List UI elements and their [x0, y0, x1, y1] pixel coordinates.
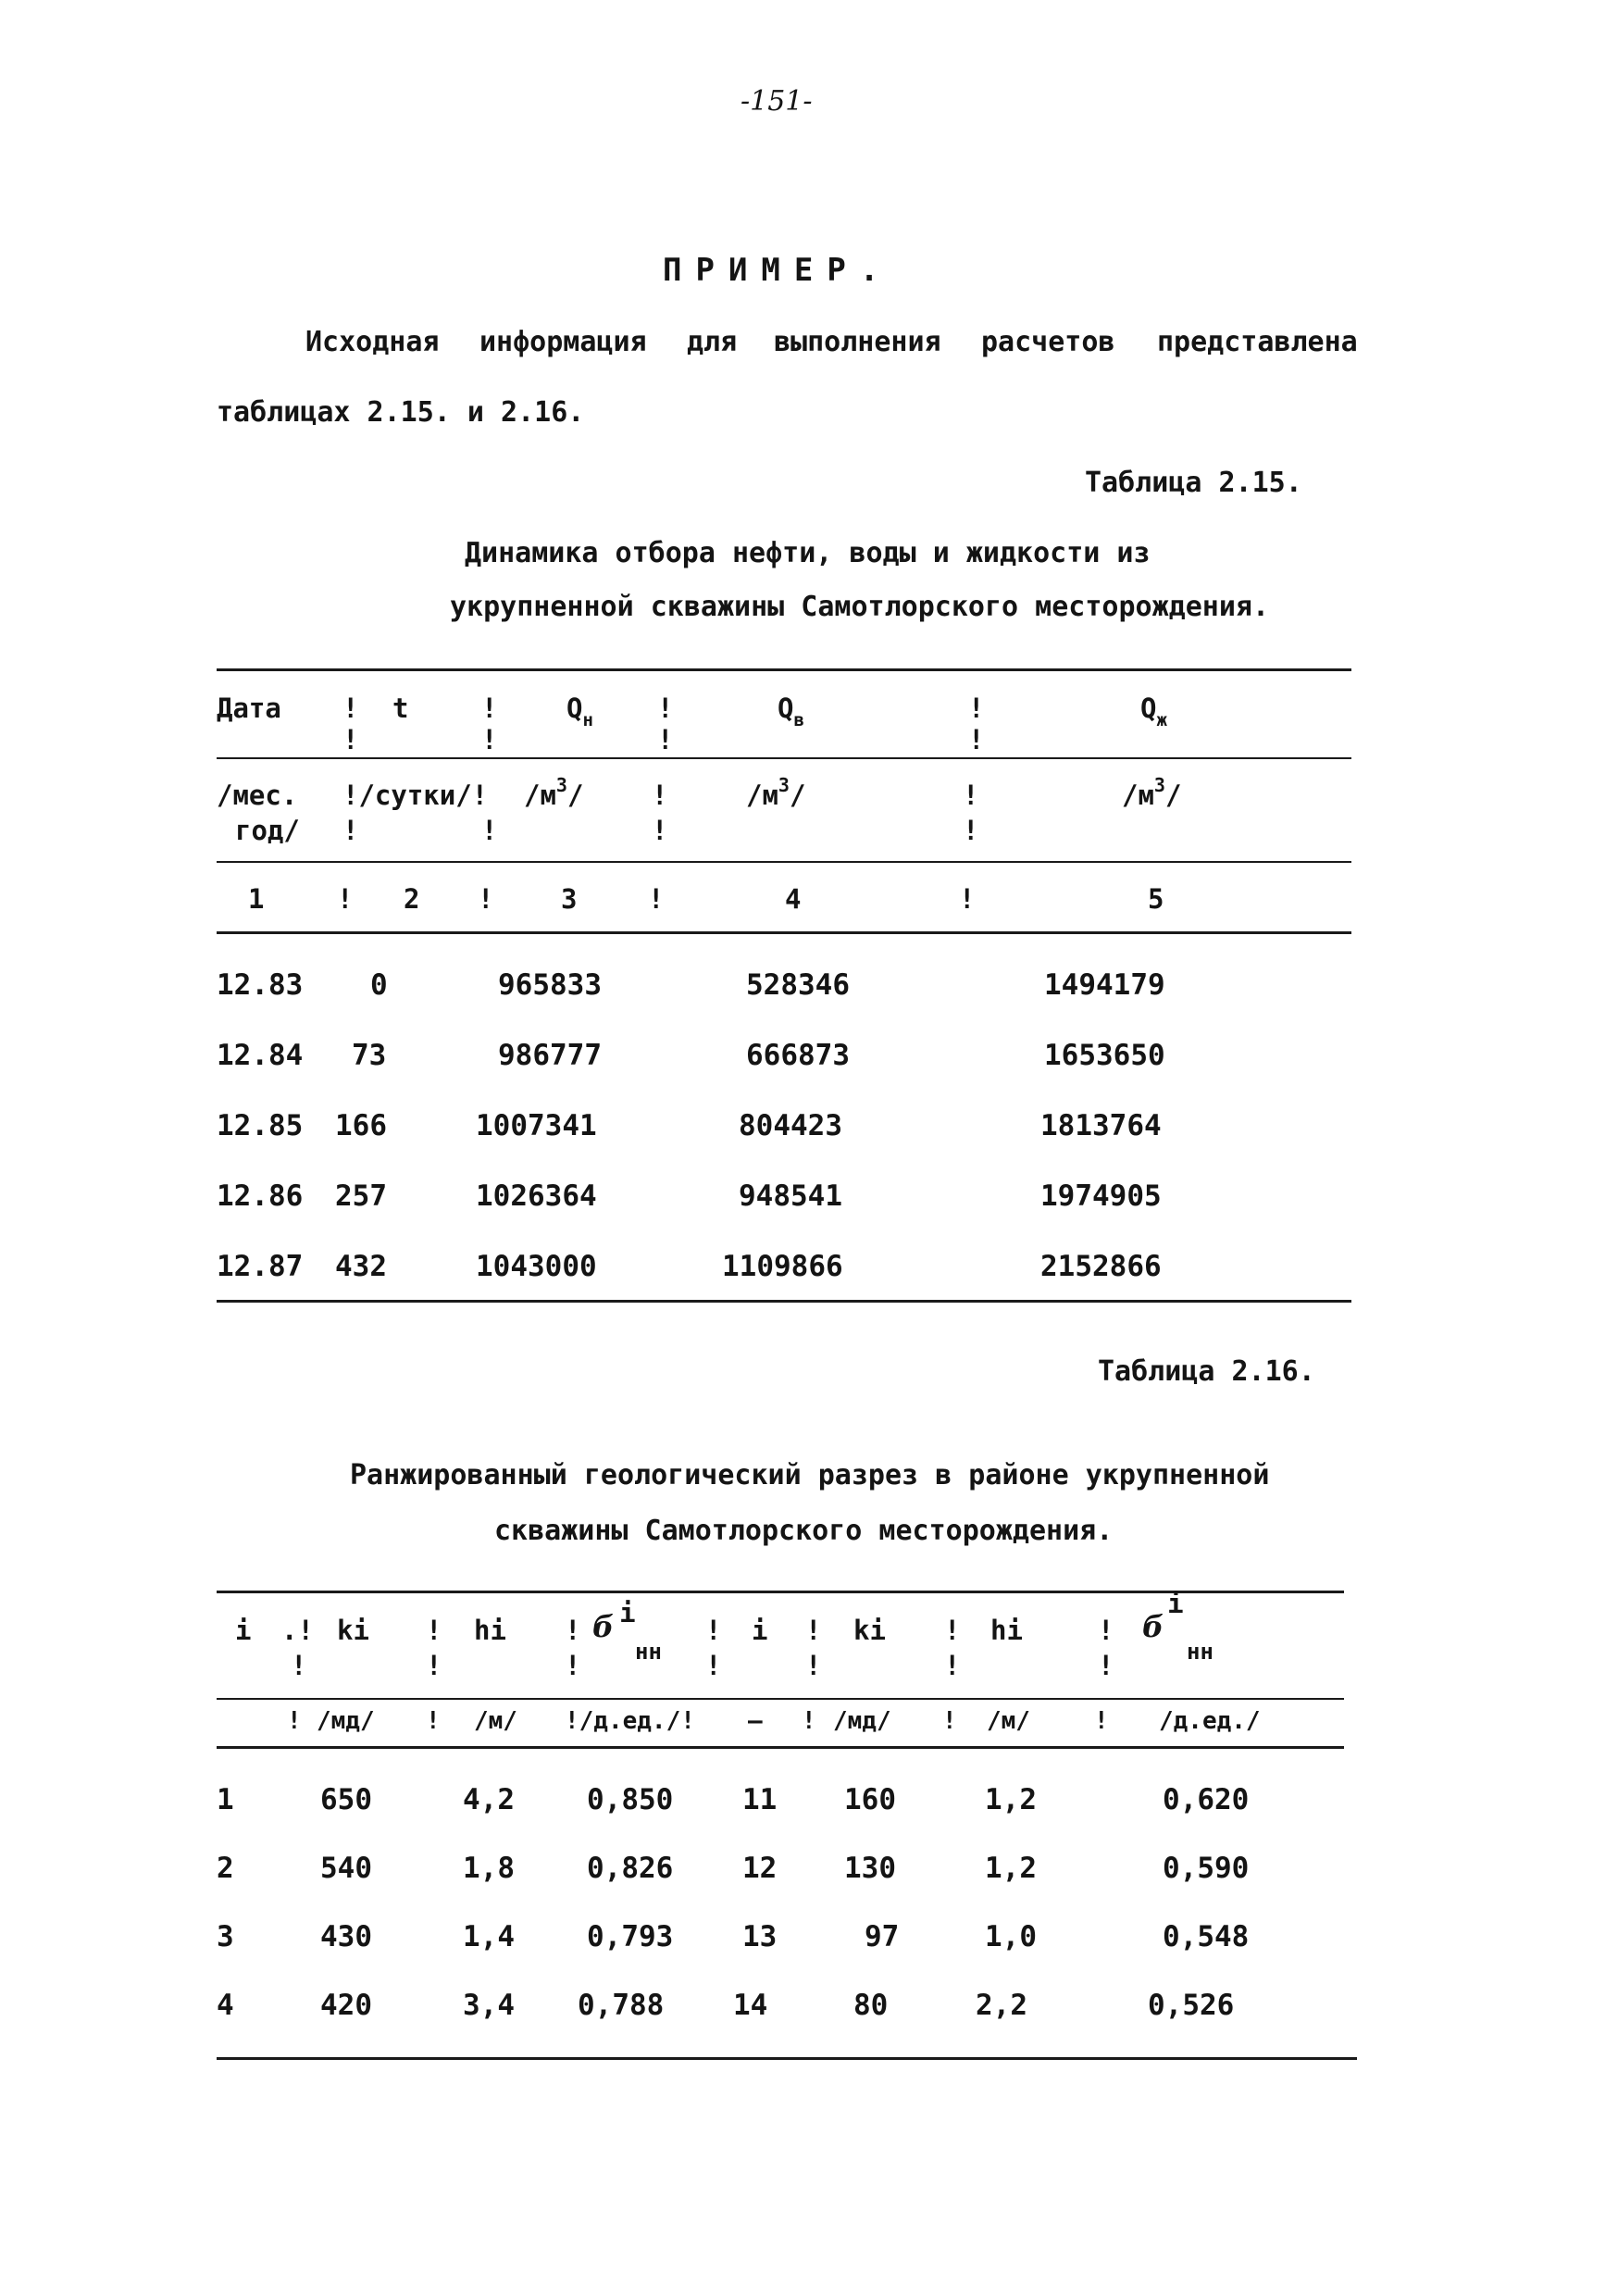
t15-row-3-t: 166 — [335, 1109, 387, 1142]
t16-header-hi-right: hi — [990, 1615, 1023, 1646]
t16-header-sigma-right-sup: i — [1167, 1588, 1184, 1619]
t15-unit-qv-m: /м — [746, 780, 778, 811]
t15-header-qzh — [1140, 693, 1167, 730]
t16-row-2-i2: 12 — [742, 1852, 778, 1885]
table-2-16-caption-line-2: скважины Самотлорского месторождения. — [494, 1515, 1114, 1547]
t15-row-1-qzh: 1494179 — [1044, 968, 1165, 1002]
table-2-16-label: Таблица 2.16. — [1098, 1355, 1315, 1388]
t16-header-sigma-left-symbol: б — [592, 1609, 615, 1644]
t15-sep-4b: ! — [968, 724, 985, 755]
t16-row-1-hi: 4,2 — [463, 1783, 515, 1816]
t15-row-2-qn: 986777 — [498, 1039, 602, 1072]
t15-header-qv-sub: в — [793, 710, 804, 730]
t15-row-2-qzh: 1653650 — [1044, 1039, 1165, 1072]
intro-word-4: выполнения — [774, 326, 941, 358]
intro-line-2: таблицах 2.15. и 2.16. — [217, 396, 585, 429]
t16-sep-7b: ! — [1098, 1650, 1114, 1681]
t16-unit-sep-1: ! — [287, 1707, 302, 1735]
intro-word-3: для — [687, 326, 738, 358]
table-2-15-units-rule — [217, 861, 1351, 863]
t15-row-1-date: 12.83 — [217, 968, 304, 1002]
t15-row-4-qv: 948541 — [739, 1179, 842, 1213]
t16-unit-sigma-right: /д.ед./ — [1159, 1707, 1261, 1735]
t16-unit-sep-6: ! — [942, 1707, 957, 1735]
t15-row-3-qn: 1007341 — [476, 1109, 597, 1142]
t16-header-sigma-right-symbol: б — [1142, 1609, 1164, 1644]
t15-row-2-date: 12.84 — [217, 1039, 304, 1072]
t16-row-4-sigma: 0,788 — [578, 1989, 665, 2022]
t15-row-2-t: 73 — [352, 1039, 387, 1072]
t15-unit-qv — [746, 774, 806, 811]
t15-sep-1: ! — [342, 693, 359, 724]
t15-sep-2: ! — [481, 693, 498, 724]
table-2-16-units-rule — [217, 1746, 1344, 1749]
t16-row-3-i2: 13 — [742, 1920, 778, 1953]
t16-sep-3: ! — [565, 1615, 581, 1646]
intro-word-5: расчетов — [981, 326, 1115, 358]
t15-unit-sep-4b: ! — [963, 815, 979, 846]
t15-row-5-date: 12.87 — [217, 1250, 304, 1283]
intro-word-2: информация — [479, 326, 647, 358]
t16-header-sigma-left-sub: нн — [635, 1639, 662, 1665]
t16-sep-2b: ! — [426, 1650, 442, 1681]
t16-row-2-hi2: 1,2 — [985, 1852, 1037, 1885]
t15-sep-3b: ! — [657, 724, 674, 755]
t16-unit-hi-right: /м/ — [987, 1707, 1030, 1735]
t15-unit-sep-3: ! — [652, 780, 668, 811]
t16-row-3-hi: 1,4 — [463, 1920, 515, 1953]
t16-row-3-ki2: 97 — [865, 1920, 900, 1953]
t15-colnum-3: 3 — [561, 883, 578, 915]
t16-row-1-i2: 11 — [742, 1783, 778, 1816]
t16-header-ki-right: ki — [853, 1615, 886, 1646]
table-2-16-header-rule — [217, 1698, 1344, 1700]
t15-unit-t: !/сутки/! — [342, 780, 489, 811]
t15-sep-4: ! — [968, 693, 985, 724]
t16-header-i-right: i — [752, 1615, 768, 1646]
t15-row-4-t: 257 — [335, 1179, 387, 1213]
t16-unit-sigma-left: !/д.ед./! — [565, 1707, 695, 1735]
t16-row-4-sigma2: 0,526 — [1148, 1989, 1235, 2022]
t16-row-2-hi: 1,8 — [463, 1852, 515, 1885]
t16-row-4-i2: 14 — [733, 1989, 768, 2022]
t15-header-qv-symbol: Q — [778, 693, 794, 724]
t15-colnum-5: 5 — [1148, 883, 1164, 915]
t16-header-hi-left: hi — [474, 1615, 506, 1646]
table-2-15-caption-line-1: Динамика отбора нефти, воды и жидкости из — [465, 537, 1151, 569]
t16-unit-ki-left: /мд/ — [317, 1707, 375, 1735]
t16-row-2-ki2: 130 — [844, 1852, 896, 1885]
table-2-15-label: Таблица 2.15. — [1085, 467, 1302, 499]
t16-sep-5: ! — [805, 1615, 822, 1646]
t15-header-qv — [778, 693, 804, 730]
t15-row-1-qn: 965833 — [498, 968, 602, 1002]
intro-word-6: представлена — [1157, 326, 1358, 358]
t15-header-qn-symbol: Q — [566, 693, 583, 724]
t15-header-qn-sub: н — [582, 710, 593, 730]
t16-header-sigma-right-sub: нн — [1187, 1639, 1214, 1665]
t15-row-2-qv: 666873 — [746, 1039, 850, 1072]
t15-unit-qv-sup: 3 — [778, 774, 790, 796]
t16-sep-1b: ! — [291, 1650, 307, 1681]
page-number: -151- — [741, 85, 813, 118]
t16-sep-4: ! — [705, 1615, 722, 1646]
t16-row-3-ki: 430 — [320, 1920, 372, 1953]
t15-row-4-date: 12.86 — [217, 1179, 304, 1213]
t15-row-5-qn: 1043000 — [476, 1250, 597, 1283]
t15-unit-sep-4: ! — [963, 780, 979, 811]
t16-sep-3b: ! — [565, 1650, 581, 1681]
t16-sep-4b: ! — [705, 1650, 722, 1681]
t16-row-3-i: 3 — [217, 1920, 234, 1953]
t16-sep-6: ! — [944, 1615, 961, 1646]
intro-word-1: Исходная — [305, 326, 440, 358]
t16-sep-1: .! — [281, 1615, 314, 1646]
t16-unit-ki-right: /мд/ — [833, 1707, 891, 1735]
t15-row-5-qv: 1109866 — [722, 1250, 843, 1283]
t15-unit-date-1: /мес. — [217, 780, 298, 811]
example-title: ПРИМЕР. — [663, 252, 893, 289]
t16-row-3-hi2: 1,0 — [985, 1920, 1037, 1953]
t16-row-1-i: 1 — [217, 1783, 234, 1816]
t16-row-4-hi: 3,4 — [463, 1989, 515, 2022]
t16-row-1-ki: 650 — [320, 1783, 372, 1816]
t15-header-qzh-sub: ж — [1156, 710, 1167, 730]
t15-header-date: Дата — [217, 693, 281, 724]
table-2-16-caption-line-1: Ранжированный геологический разрез в районе укрупненной — [350, 1459, 1270, 1491]
table-2-15-caption-line-2: укрупненной скважины Самотлорского месторождения. — [450, 591, 1270, 623]
t15-row-4-qzh: 1974905 — [1040, 1179, 1162, 1213]
t15-colnum-sep-1: ! — [337, 883, 354, 915]
t16-unit-sep-5: ! — [802, 1707, 816, 1735]
t15-unit-qv-close: / — [789, 780, 806, 811]
t16-header-sigma-right — [1142, 1588, 1184, 1644]
t15-colnum-sep-3: ! — [648, 883, 665, 915]
t15-sep-2b: ! — [481, 724, 498, 755]
t16-row-1-hi2: 1,2 — [985, 1783, 1037, 1816]
t15-unit-qzh-close: / — [1164, 780, 1182, 811]
t16-header-sigma-left — [592, 1597, 636, 1644]
t15-row-1-qv: 528346 — [746, 968, 850, 1002]
t16-header-sigma-left-sup: i — [619, 1597, 636, 1628]
t15-unit-sep-2b: ! — [481, 815, 498, 846]
t15-row-3-qzh: 1813764 — [1040, 1109, 1162, 1142]
t16-row-2-ki: 540 — [320, 1852, 372, 1885]
t16-row-4-hi2: 2,2 — [976, 1989, 1027, 2022]
t15-row-4-qn: 1026364 — [476, 1179, 597, 1213]
t16-row-2-i: 2 — [217, 1852, 234, 1885]
t15-unit-qn — [524, 774, 584, 811]
t15-sep-1b: ! — [342, 724, 359, 755]
t16-sep-6b: ! — [944, 1650, 961, 1681]
t15-colnum-2: 2 — [404, 883, 420, 915]
t16-header-i-left: i — [235, 1615, 252, 1646]
table-2-15-numbers-rule — [217, 931, 1351, 934]
t15-row-5-t: 432 — [335, 1250, 387, 1283]
t15-header-t: t — [392, 693, 409, 724]
t16-sep-5b: ! — [805, 1650, 822, 1681]
t16-row-1-ki2: 160 — [844, 1783, 896, 1816]
t15-row-5-qzh: 2152866 — [1040, 1250, 1162, 1283]
t15-unit-qzh — [1122, 774, 1182, 811]
t15-unit-date-2: год/ — [235, 815, 300, 846]
table-2-15-top-rule — [217, 668, 1351, 671]
t15-unit-qn-close: / — [566, 780, 584, 811]
t16-unit-dash: – — [748, 1707, 763, 1735]
t16-row-2-sigma: 0,826 — [587, 1852, 674, 1885]
t16-row-4-i: 4 — [217, 1989, 234, 2022]
t15-colnum-sep-2: ! — [478, 883, 494, 915]
t16-row-3-sigma: 0,793 — [587, 1920, 674, 1953]
t16-row-1-sigma2: 0,620 — [1163, 1783, 1250, 1816]
t15-row-3-date: 12.85 — [217, 1109, 304, 1142]
t16-sep-7: ! — [1098, 1615, 1114, 1646]
t16-row-1-sigma: 0,850 — [587, 1783, 674, 1816]
t16-row-4-ki2: 80 — [853, 1989, 889, 2022]
t16-unit-sep-2: ! — [426, 1707, 441, 1735]
t15-row-3-qv: 804423 — [739, 1109, 842, 1142]
t15-header-qn — [566, 693, 593, 730]
t15-unit-qn-m: /м — [524, 780, 556, 811]
t15-unit-qzh-sup: 3 — [1153, 774, 1165, 796]
t16-row-2-sigma2: 0,590 — [1163, 1852, 1250, 1885]
t15-unit-sep-3b: ! — [652, 815, 668, 846]
table-2-15-bottom-rule — [217, 1300, 1351, 1303]
table-2-15-header-rule — [217, 757, 1351, 759]
t15-unit-sep-1b: ! — [342, 815, 359, 846]
t16-unit-hi-left: /м/ — [474, 1707, 517, 1735]
t15-row-1-t: 0 — [370, 968, 388, 1002]
t15-colnum-sep-4: ! — [959, 883, 976, 915]
t16-header-ki-left: ki — [337, 1615, 369, 1646]
t15-colnum-1: 1 — [248, 883, 265, 915]
t15-unit-qzh-m: /м — [1122, 780, 1154, 811]
t15-unit-qn-sup: 3 — [555, 774, 567, 796]
table-2-16-bottom-rule — [217, 2057, 1357, 2060]
t15-sep-3: ! — [657, 693, 674, 724]
t16-unit-sep-7: ! — [1094, 1707, 1109, 1735]
t16-row-4-ki: 420 — [320, 1989, 372, 2022]
t15-colnum-4: 4 — [785, 883, 802, 915]
t15-header-qzh-symbol: Q — [1140, 693, 1157, 724]
t16-row-3-sigma2: 0,548 — [1163, 1920, 1250, 1953]
t16-sep-2: ! — [426, 1615, 442, 1646]
